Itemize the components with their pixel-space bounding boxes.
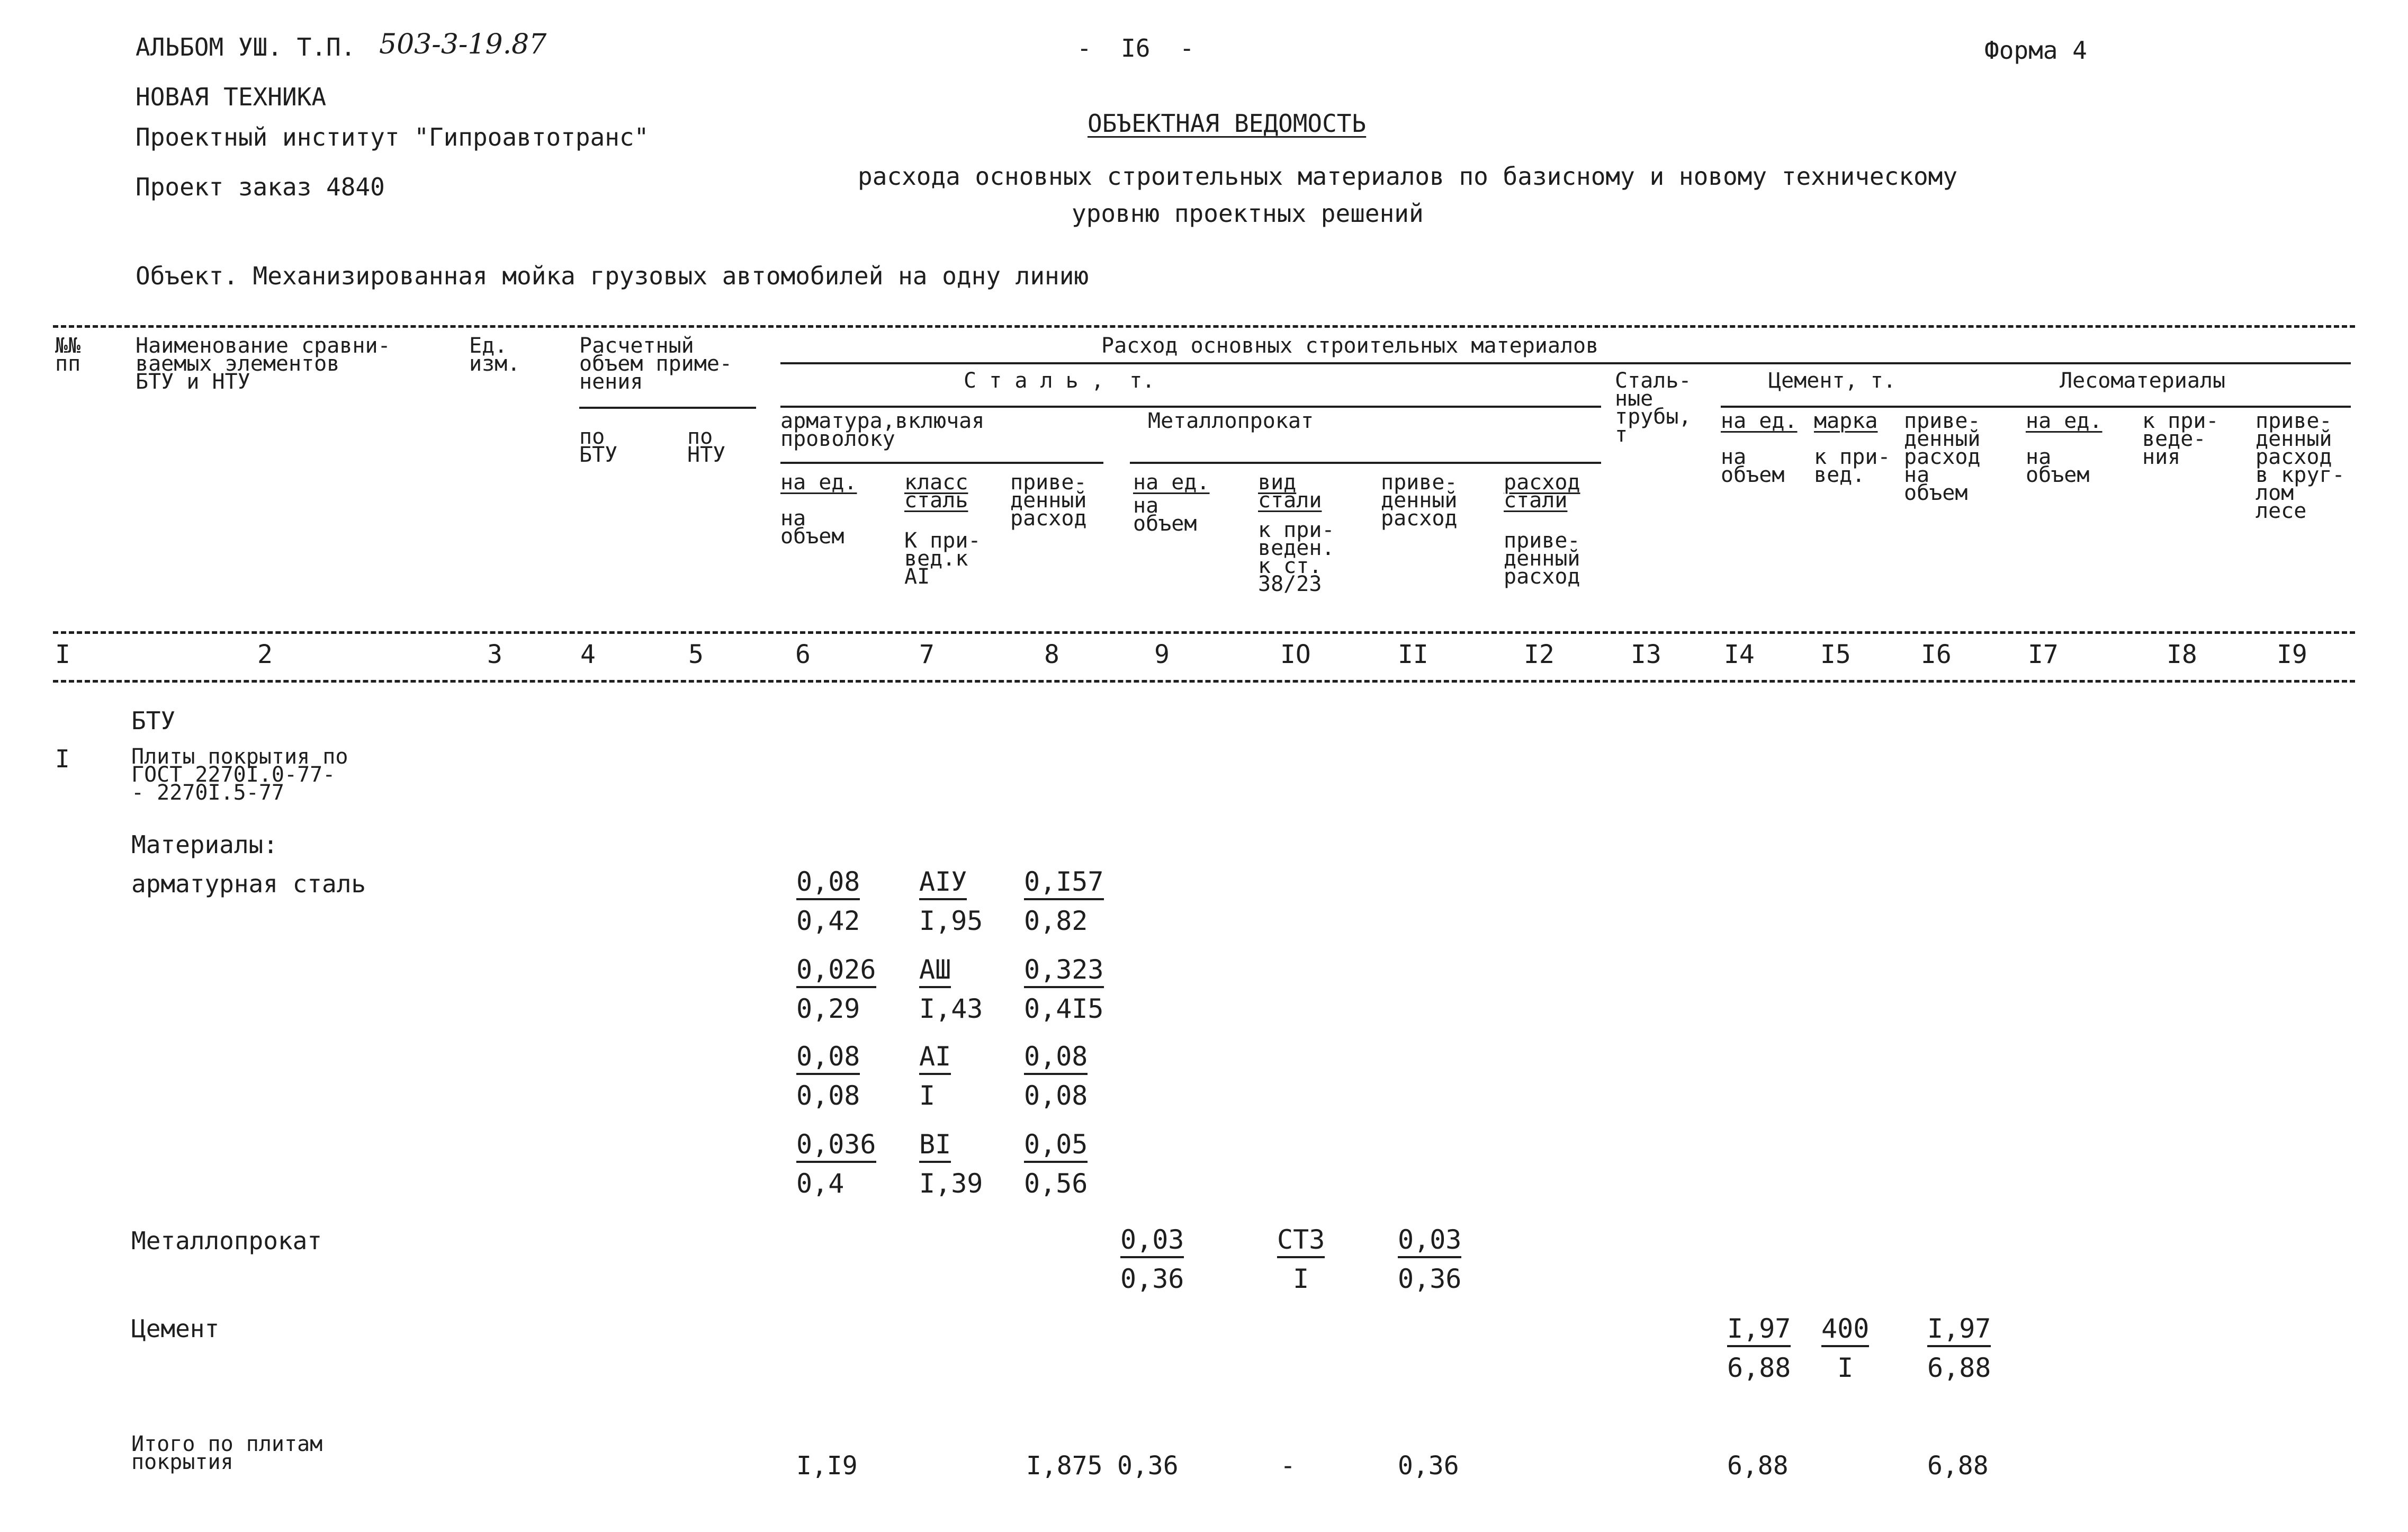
cement-reduced-value: $\frac{I,97}{6,88}$ (1927, 1313, 1991, 1383)
col17-header-top: на ед. (2026, 409, 2102, 433)
col-number: IO (1280, 640, 1311, 669)
col8-header: приве- денный расход (1010, 470, 1087, 531)
metal-header-rule (1130, 462, 1601, 464)
main-header-rule (780, 362, 2351, 364)
col6-header-top: на ед. (780, 470, 857, 495)
document-subtitle-1: расхода основных строительных материалов по базисному и новому техническому (858, 162, 1958, 191)
col14-header-top: на ед. (1721, 409, 1798, 433)
armature-reduced-value: $\frac{0,08}{0,08}$ (1024, 1041, 1088, 1111)
metal-kind-value: СТ3 I (1277, 1224, 1325, 1294)
header-bottom-rule (53, 631, 2355, 634)
col19-header: приве- денный расход в круг- лом лесе (2256, 409, 2345, 523)
col-number: I2 (1524, 640, 1555, 669)
total-col11: 0,36 (1398, 1451, 1459, 1481)
col12-header-top: расход стали (1504, 470, 1580, 513)
col12-header-bottom: приве- денный расход (1504, 528, 1580, 589)
col-number: 8 (1044, 640, 1059, 669)
armature-class-value: $\frac{BI}{I,39}$ (919, 1129, 983, 1199)
col-number: I5 (1820, 640, 1851, 669)
total-col8: I,875 (1026, 1451, 1103, 1481)
total-col9: 0,36 (1117, 1451, 1179, 1481)
col7-header-bottom: К при- вед.к AI (904, 528, 981, 589)
steel-header-rule (780, 406, 1601, 408)
metal-header: Металлопрокат (1148, 409, 1314, 433)
volume-header-rule (579, 407, 756, 409)
col-number: 7 (919, 640, 935, 669)
object-line: Объект. Механизированная мойка грузовых автомобилей на одну линию (136, 262, 1089, 290)
col-number: II (1398, 640, 1428, 669)
col-number: 4 (580, 640, 596, 669)
col-header-volume-ntu: по НТУ (687, 425, 726, 467)
armature-unit-value: $\frac{0,08}{0,08}$ (796, 1041, 860, 1111)
col13-header: Сталь- ные трубы, т (1615, 369, 1692, 447)
col-header-number: №№ пп (55, 334, 81, 376)
col15-header-top: марка (1814, 409, 1878, 433)
wood-header: Лесоматериалы (2060, 369, 2226, 393)
total-col10: - (1280, 1451, 1296, 1481)
metal-unit-value: $\frac{0,03}{0,36}$ (1120, 1224, 1184, 1294)
col16-header: приве- денный расход на объем (1904, 409, 1981, 505)
metal-label: Металлопрокат (131, 1226, 322, 1255)
col-number: I3 (1631, 640, 1661, 669)
col7-header-top: класс сталь (904, 470, 968, 513)
armature-reduced-value: $\frac{0,I57}{0,82}$ (1024, 866, 1104, 936)
col-number: 2 (257, 640, 273, 669)
col14-header-bottom: на объем (1721, 445, 1785, 487)
col-number: 9 (1154, 640, 1170, 669)
main-materials-header: Расход основных строительных материалов (1101, 334, 1599, 358)
col11-header: приве- денный расход (1381, 470, 1458, 531)
item-name: Плиты покрытия по ГОСТ 2270I.0-77- - 2270I.5-77 (131, 745, 348, 805)
armature-class-value: AIУ I,95 (919, 866, 983, 936)
col-number: I6 (1921, 640, 1952, 669)
section-label: БТУ (131, 706, 176, 735)
album-prefix: АЛЬБОМ УШ. Т.П. (136, 33, 356, 61)
armature-reduced-value: $\frac{0,323}{0,4I5}$ (1024, 954, 1104, 1024)
col17-header-bottom: на объем (2026, 445, 2090, 487)
document-title: ОБЪЕКТНАЯ ВЕДОМОСТЬ (1088, 109, 1367, 138)
col-header-name: Наименование сравни- ваемых элементов БТУ и НТУ (136, 334, 391, 394)
cement-label: Цемент (131, 1314, 220, 1343)
col-number: I (55, 640, 70, 669)
table-top-rule (53, 325, 2355, 328)
cement-mark-value: $\frac{400}{I}$ (1821, 1313, 1870, 1383)
col10-header-top: вид стали (1258, 470, 1322, 513)
org-line-1: НОВАЯ ТЕХНИКА (136, 83, 327, 111)
cement-header: Цемент, т. (1768, 369, 1896, 393)
steel-header: С т а л ь , т. (964, 369, 1155, 393)
col-number: I7 (2028, 640, 2059, 669)
document-subtitle-2: уровню проектных решений (1072, 199, 1424, 228)
numbers-bottom-rule (53, 680, 2355, 683)
col-number: I4 (1724, 640, 1755, 669)
armature-label: арматурная сталь (131, 870, 366, 898)
armature-unit-value: $\frac{0,026}{0,29}$ (796, 954, 876, 1024)
col-number: 5 (688, 640, 704, 669)
cement-wood-rule (1721, 406, 2351, 408)
armature-reduced-value: $\frac{0,05}{0,56}$ (1024, 1129, 1088, 1199)
col-number: 3 (487, 640, 502, 669)
armature-class-value: AШ I,43 (919, 954, 983, 1024)
col10-header-bottom: к при- веден. к ст. 38/23 (1258, 518, 1335, 596)
total-col6: I,I9 (796, 1451, 858, 1481)
col9-header-bottom: на объем (1133, 494, 1197, 536)
album-code: 503-3-19.87 (379, 29, 547, 60)
item-number: I (55, 745, 70, 773)
project-order: Проект заказ 4840 (136, 173, 385, 201)
col-header-unit: Ед. изм. (469, 334, 520, 376)
col18-header: к при- веде- ния (2142, 409, 2219, 469)
col15-header-bottom: к при- вед. (1814, 445, 1891, 487)
col6-header-bottom: на объем (780, 506, 844, 549)
armature-header: арматура,включая проволоку (780, 409, 985, 451)
armature-header-rule (780, 462, 1103, 464)
armature-unit-value: $\frac{0,036}{0,4}$ (796, 1129, 876, 1199)
org-line-2: Проектный институт "Гипроавтотранс" (136, 123, 649, 151)
col-header-volume: Расчетный объем приме- нения (579, 334, 732, 394)
col-number: I8 (2167, 640, 2197, 669)
total-col16: 6,88 (1927, 1451, 1989, 1481)
col-number: 6 (795, 640, 811, 669)
page-number: - I6 - (1077, 34, 1194, 62)
armature-class-value: $\frac{AI}{I}$ (919, 1041, 951, 1111)
total-col14: 6,88 (1727, 1451, 1789, 1481)
cement-unit-value: $\frac{I,97}{6,88}$ (1727, 1313, 1791, 1383)
col-number: I9 (2277, 640, 2307, 669)
armature-unit-value: $\frac{0,08}{0,42}$ (796, 866, 860, 936)
col-header-volume-btu: по БТУ (579, 425, 618, 467)
metal-reduced-value: $\frac{0,03}{0,36}$ (1398, 1224, 1462, 1294)
form-label: Форма 4 (1984, 36, 2087, 65)
total-label: Итого по плитам покрытия (131, 1432, 323, 1474)
materials-label: Материалы: (131, 830, 278, 859)
col9-header-top: на ед. (1133, 470, 1210, 495)
